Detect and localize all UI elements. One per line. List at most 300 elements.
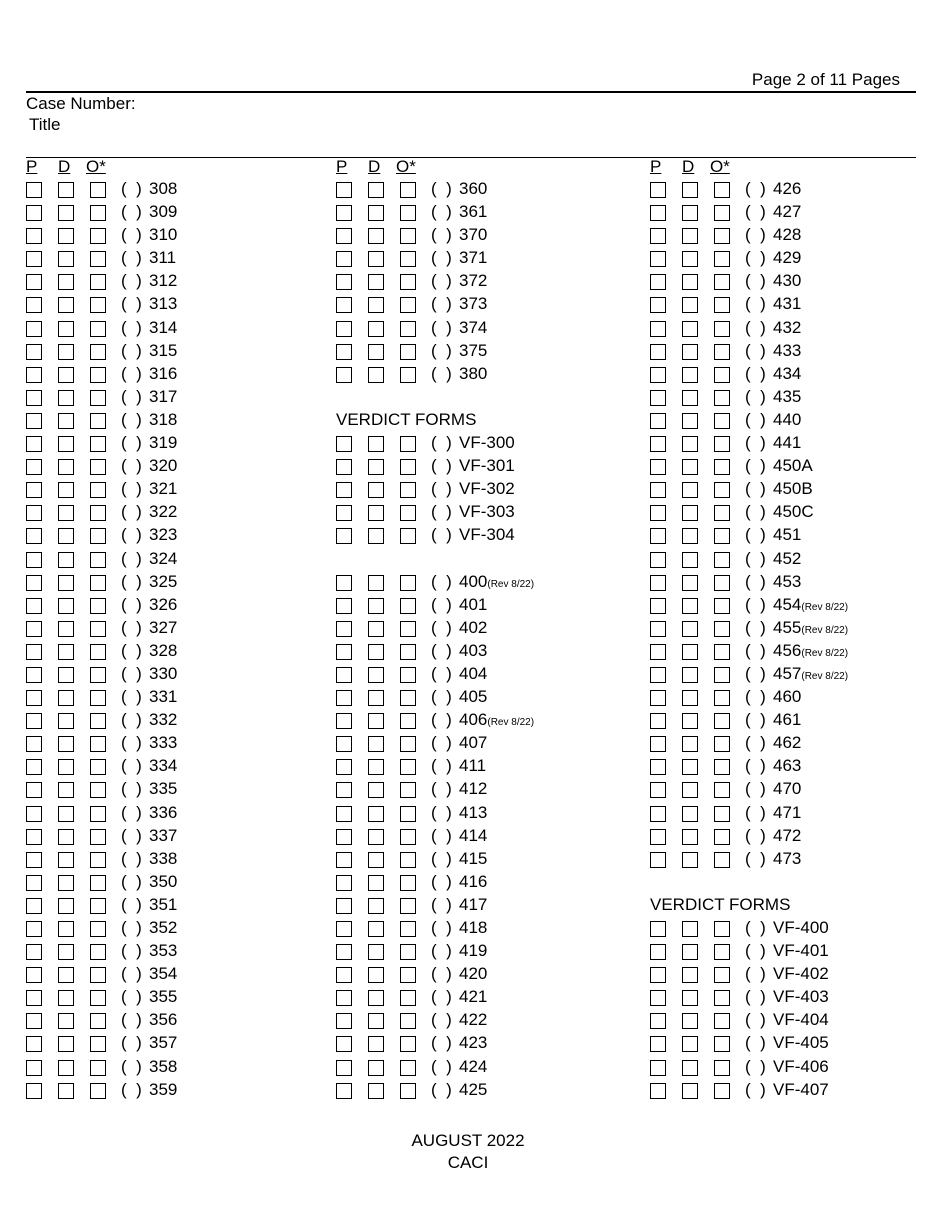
checkbox-p[interactable] [26, 598, 42, 614]
checkbox-d[interactable] [58, 990, 74, 1006]
checkbox-d[interactable] [368, 644, 384, 660]
checkbox-d[interactable] [368, 967, 384, 983]
checkbox-d[interactable] [368, 829, 384, 845]
checkbox-p[interactable] [650, 205, 666, 221]
checkbox-p[interactable] [26, 321, 42, 337]
checkbox-p[interactable] [336, 921, 352, 937]
checkbox-o[interactable] [90, 205, 106, 221]
checkbox-d[interactable] [368, 990, 384, 1006]
checkbox-o[interactable] [400, 921, 416, 937]
checkbox-o[interactable] [90, 713, 106, 729]
checkbox-p[interactable] [650, 228, 666, 244]
checkbox-p[interactable] [336, 344, 352, 360]
checkbox-d[interactable] [368, 182, 384, 198]
checkbox-o[interactable] [90, 1013, 106, 1029]
checkbox-d[interactable] [368, 321, 384, 337]
checkbox-p[interactable] [650, 667, 666, 683]
checkbox-p[interactable] [26, 274, 42, 290]
checkbox-d[interactable] [682, 690, 698, 706]
checkbox-o[interactable] [90, 1060, 106, 1076]
checkbox-d[interactable] [368, 344, 384, 360]
checkbox-d[interactable] [368, 1083, 384, 1099]
checkbox-d[interactable] [58, 228, 74, 244]
checkbox-o[interactable] [714, 274, 730, 290]
checkbox-o[interactable] [714, 228, 730, 244]
checkbox-p[interactable] [650, 644, 666, 660]
checkbox-o[interactable] [90, 1036, 106, 1052]
checkbox-p[interactable] [650, 1083, 666, 1099]
checkbox-p[interactable] [650, 297, 666, 313]
checkbox-p[interactable] [336, 759, 352, 775]
checkbox-o[interactable] [400, 297, 416, 313]
checkbox-d[interactable] [58, 1013, 74, 1029]
checkbox-o[interactable] [90, 759, 106, 775]
checkbox-o[interactable] [90, 251, 106, 267]
checkbox-o[interactable] [400, 944, 416, 960]
checkbox-o[interactable] [714, 829, 730, 845]
checkbox-d[interactable] [368, 436, 384, 452]
checkbox-o[interactable] [400, 667, 416, 683]
checkbox-p[interactable] [26, 228, 42, 244]
checkbox-o[interactable] [714, 644, 730, 660]
checkbox-d[interactable] [682, 759, 698, 775]
checkbox-o[interactable] [400, 344, 416, 360]
checkbox-p[interactable] [26, 990, 42, 1006]
checkbox-o[interactable] [90, 1083, 106, 1099]
checkbox-d[interactable] [368, 205, 384, 221]
checkbox-o[interactable] [400, 367, 416, 383]
checkbox-d[interactable] [682, 367, 698, 383]
checkbox-p[interactable] [26, 621, 42, 637]
checkbox-o[interactable] [400, 852, 416, 868]
checkbox-o[interactable] [90, 667, 106, 683]
checkbox-d[interactable] [682, 1060, 698, 1076]
checkbox-o[interactable] [90, 367, 106, 383]
checkbox-p[interactable] [26, 967, 42, 983]
checkbox-d[interactable] [58, 944, 74, 960]
checkbox-p[interactable] [336, 274, 352, 290]
checkbox-o[interactable] [400, 482, 416, 498]
checkbox-p[interactable] [26, 552, 42, 568]
checkbox-d[interactable] [368, 921, 384, 937]
checkbox-o[interactable] [90, 482, 106, 498]
checkbox-o[interactable] [90, 436, 106, 452]
checkbox-p[interactable] [336, 205, 352, 221]
checkbox-d[interactable] [682, 575, 698, 591]
checkbox-d[interactable] [58, 713, 74, 729]
checkbox-p[interactable] [26, 736, 42, 752]
checkbox-o[interactable] [400, 251, 416, 267]
checkbox-p[interactable] [336, 482, 352, 498]
checkbox-p[interactable] [26, 690, 42, 706]
checkbox-o[interactable] [714, 482, 730, 498]
checkbox-o[interactable] [90, 344, 106, 360]
checkbox-p[interactable] [336, 459, 352, 475]
checkbox-p[interactable] [26, 505, 42, 521]
checkbox-p[interactable] [26, 413, 42, 429]
checkbox-o[interactable] [90, 944, 106, 960]
checkbox-d[interactable] [368, 228, 384, 244]
checkbox-o[interactable] [714, 390, 730, 406]
checkbox-d[interactable] [368, 759, 384, 775]
checkbox-p[interactable] [650, 1060, 666, 1076]
checkbox-o[interactable] [400, 967, 416, 983]
checkbox-d[interactable] [58, 482, 74, 498]
checkbox-p[interactable] [336, 228, 352, 244]
checkbox-o[interactable] [714, 1083, 730, 1099]
checkbox-p[interactable] [650, 829, 666, 845]
checkbox-p[interactable] [26, 575, 42, 591]
checkbox-o[interactable] [714, 690, 730, 706]
checkbox-p[interactable] [650, 967, 666, 983]
checkbox-d[interactable] [58, 344, 74, 360]
checkbox-d[interactable] [58, 205, 74, 221]
checkbox-p[interactable] [26, 644, 42, 660]
checkbox-p[interactable] [26, 436, 42, 452]
checkbox-d[interactable] [368, 1036, 384, 1052]
checkbox-p[interactable] [336, 1036, 352, 1052]
checkbox-d[interactable] [368, 459, 384, 475]
checkbox-o[interactable] [714, 505, 730, 521]
checkbox-o[interactable] [714, 251, 730, 267]
checkbox-d[interactable] [682, 598, 698, 614]
checkbox-d[interactable] [58, 182, 74, 198]
checkbox-o[interactable] [714, 990, 730, 1006]
checkbox-d[interactable] [58, 690, 74, 706]
checkbox-p[interactable] [26, 782, 42, 798]
checkbox-o[interactable] [400, 436, 416, 452]
checkbox-p[interactable] [650, 459, 666, 475]
checkbox-o[interactable] [400, 228, 416, 244]
checkbox-o[interactable] [714, 413, 730, 429]
checkbox-d[interactable] [368, 1060, 384, 1076]
checkbox-p[interactable] [650, 182, 666, 198]
checkbox-p[interactable] [650, 552, 666, 568]
checkbox-d[interactable] [58, 528, 74, 544]
checkbox-d[interactable] [682, 413, 698, 429]
checkbox-d[interactable] [58, 598, 74, 614]
checkbox-o[interactable] [400, 205, 416, 221]
checkbox-d[interactable] [682, 436, 698, 452]
checkbox-o[interactable] [400, 575, 416, 591]
checkbox-o[interactable] [714, 667, 730, 683]
checkbox-d[interactable] [682, 321, 698, 337]
checkbox-p[interactable] [26, 205, 42, 221]
checkbox-o[interactable] [90, 274, 106, 290]
checkbox-d[interactable] [682, 1083, 698, 1099]
checkbox-p[interactable] [650, 852, 666, 868]
checkbox-d[interactable] [368, 274, 384, 290]
checkbox-o[interactable] [90, 644, 106, 660]
checkbox-o[interactable] [90, 528, 106, 544]
checkbox-p[interactable] [650, 390, 666, 406]
checkbox-d[interactable] [682, 528, 698, 544]
checkbox-o[interactable] [90, 967, 106, 983]
checkbox-p[interactable] [650, 251, 666, 267]
checkbox-p[interactable] [650, 505, 666, 521]
checkbox-o[interactable] [400, 459, 416, 475]
checkbox-p[interactable] [26, 898, 42, 914]
checkbox-o[interactable] [400, 736, 416, 752]
checkbox-d[interactable] [368, 875, 384, 891]
checkbox-d[interactable] [682, 459, 698, 475]
checkbox-o[interactable] [714, 736, 730, 752]
checkbox-p[interactable] [336, 667, 352, 683]
checkbox-o[interactable] [90, 921, 106, 937]
checkbox-p[interactable] [336, 1083, 352, 1099]
checkbox-p[interactable] [650, 436, 666, 452]
checkbox-d[interactable] [682, 482, 698, 498]
checkbox-d[interactable] [58, 667, 74, 683]
checkbox-o[interactable] [90, 413, 106, 429]
checkbox-d[interactable] [682, 713, 698, 729]
checkbox-d[interactable] [682, 390, 698, 406]
checkbox-p[interactable] [336, 736, 352, 752]
checkbox-d[interactable] [58, 552, 74, 568]
checkbox-p[interactable] [26, 829, 42, 845]
checkbox-d[interactable] [58, 390, 74, 406]
checkbox-p[interactable] [650, 782, 666, 798]
checkbox-p[interactable] [650, 575, 666, 591]
checkbox-o[interactable] [90, 852, 106, 868]
checkbox-d[interactable] [368, 806, 384, 822]
checkbox-p[interactable] [336, 182, 352, 198]
checkbox-o[interactable] [400, 990, 416, 1006]
checkbox-o[interactable] [714, 1060, 730, 1076]
checkbox-o[interactable] [714, 552, 730, 568]
checkbox-p[interactable] [26, 667, 42, 683]
checkbox-d[interactable] [368, 667, 384, 683]
checkbox-d[interactable] [58, 921, 74, 937]
checkbox-p[interactable] [650, 367, 666, 383]
checkbox-p[interactable] [26, 806, 42, 822]
checkbox-o[interactable] [90, 552, 106, 568]
checkbox-p[interactable] [26, 852, 42, 868]
checkbox-o[interactable] [90, 690, 106, 706]
checkbox-p[interactable] [336, 321, 352, 337]
checkbox-d[interactable] [58, 736, 74, 752]
checkbox-p[interactable] [336, 505, 352, 521]
checkbox-p[interactable] [336, 944, 352, 960]
checkbox-d[interactable] [682, 806, 698, 822]
checkbox-d[interactable] [368, 944, 384, 960]
checkbox-p[interactable] [26, 367, 42, 383]
checkbox-p[interactable] [336, 990, 352, 1006]
checkbox-o[interactable] [90, 829, 106, 845]
checkbox-p[interactable] [336, 875, 352, 891]
checkbox-p[interactable] [650, 759, 666, 775]
checkbox-d[interactable] [58, 875, 74, 891]
checkbox-o[interactable] [714, 528, 730, 544]
checkbox-d[interactable] [368, 251, 384, 267]
checkbox-d[interactable] [58, 297, 74, 313]
checkbox-p[interactable] [336, 1060, 352, 1076]
checkbox-d[interactable] [58, 459, 74, 475]
checkbox-d[interactable] [368, 690, 384, 706]
checkbox-d[interactable] [58, 1036, 74, 1052]
checkbox-d[interactable] [682, 967, 698, 983]
checkbox-p[interactable] [26, 182, 42, 198]
checkbox-d[interactable] [682, 552, 698, 568]
checkbox-o[interactable] [714, 967, 730, 983]
checkbox-o[interactable] [90, 297, 106, 313]
checkbox-d[interactable] [368, 1013, 384, 1029]
checkbox-p[interactable] [650, 321, 666, 337]
checkbox-o[interactable] [400, 806, 416, 822]
checkbox-o[interactable] [714, 459, 730, 475]
checkbox-d[interactable] [682, 297, 698, 313]
checkbox-d[interactable] [58, 436, 74, 452]
checkbox-o[interactable] [714, 713, 730, 729]
checkbox-d[interactable] [58, 1060, 74, 1076]
checkbox-o[interactable] [714, 182, 730, 198]
checkbox-o[interactable] [714, 944, 730, 960]
checkbox-o[interactable] [714, 782, 730, 798]
checkbox-d[interactable] [682, 251, 698, 267]
checkbox-d[interactable] [58, 505, 74, 521]
checkbox-p[interactable] [26, 713, 42, 729]
checkbox-o[interactable] [714, 367, 730, 383]
checkbox-p[interactable] [26, 390, 42, 406]
checkbox-o[interactable] [90, 782, 106, 798]
checkbox-o[interactable] [400, 898, 416, 914]
checkbox-d[interactable] [368, 598, 384, 614]
checkbox-d[interactable] [682, 1036, 698, 1052]
checkbox-o[interactable] [400, 690, 416, 706]
checkbox-p[interactable] [26, 921, 42, 937]
checkbox-p[interactable] [26, 251, 42, 267]
checkbox-o[interactable] [90, 459, 106, 475]
checkbox-o[interactable] [90, 736, 106, 752]
checkbox-d[interactable] [682, 182, 698, 198]
checkbox-o[interactable] [400, 829, 416, 845]
checkbox-p[interactable] [336, 436, 352, 452]
checkbox-o[interactable] [90, 228, 106, 244]
checkbox-d[interactable] [368, 782, 384, 798]
checkbox-p[interactable] [336, 898, 352, 914]
checkbox-o[interactable] [90, 390, 106, 406]
checkbox-o[interactable] [90, 621, 106, 637]
checkbox-d[interactable] [368, 852, 384, 868]
checkbox-o[interactable] [714, 1036, 730, 1052]
checkbox-d[interactable] [682, 852, 698, 868]
checkbox-p[interactable] [26, 528, 42, 544]
checkbox-o[interactable] [400, 1013, 416, 1029]
checkbox-o[interactable] [90, 505, 106, 521]
checkbox-p[interactable] [336, 806, 352, 822]
checkbox-d[interactable] [58, 1083, 74, 1099]
checkbox-p[interactable] [650, 1036, 666, 1052]
checkbox-d[interactable] [58, 367, 74, 383]
checkbox-p[interactable] [336, 644, 352, 660]
checkbox-d[interactable] [682, 274, 698, 290]
checkbox-d[interactable] [682, 990, 698, 1006]
checkbox-o[interactable] [714, 921, 730, 937]
checkbox-p[interactable] [650, 944, 666, 960]
checkbox-p[interactable] [336, 528, 352, 544]
checkbox-p[interactable] [336, 967, 352, 983]
checkbox-d[interactable] [368, 713, 384, 729]
checkbox-o[interactable] [400, 644, 416, 660]
checkbox-o[interactable] [714, 297, 730, 313]
checkbox-p[interactable] [650, 344, 666, 360]
checkbox-d[interactable] [58, 759, 74, 775]
checkbox-p[interactable] [336, 575, 352, 591]
checkbox-o[interactable] [400, 1036, 416, 1052]
checkbox-p[interactable] [336, 782, 352, 798]
checkbox-d[interactable] [58, 782, 74, 798]
checkbox-p[interactable] [26, 459, 42, 475]
checkbox-p[interactable] [26, 1083, 42, 1099]
checkbox-d[interactable] [58, 251, 74, 267]
checkbox-o[interactable] [400, 274, 416, 290]
checkbox-d[interactable] [368, 528, 384, 544]
checkbox-o[interactable] [714, 344, 730, 360]
checkbox-o[interactable] [714, 321, 730, 337]
checkbox-p[interactable] [650, 274, 666, 290]
checkbox-p[interactable] [336, 251, 352, 267]
checkbox-p[interactable] [336, 713, 352, 729]
checkbox-o[interactable] [90, 990, 106, 1006]
checkbox-p[interactable] [26, 1060, 42, 1076]
checkbox-d[interactable] [682, 829, 698, 845]
checkbox-p[interactable] [650, 482, 666, 498]
checkbox-p[interactable] [650, 806, 666, 822]
checkbox-o[interactable] [400, 528, 416, 544]
checkbox-d[interactable] [58, 806, 74, 822]
checkbox-p[interactable] [26, 1013, 42, 1029]
checkbox-p[interactable] [26, 875, 42, 891]
checkbox-o[interactable] [90, 321, 106, 337]
checkbox-o[interactable] [400, 1083, 416, 1099]
checkbox-o[interactable] [90, 575, 106, 591]
checkbox-p[interactable] [650, 736, 666, 752]
checkbox-d[interactable] [682, 782, 698, 798]
checkbox-p[interactable] [336, 621, 352, 637]
checkbox-d[interactable] [58, 274, 74, 290]
checkbox-d[interactable] [682, 621, 698, 637]
checkbox-o[interactable] [400, 598, 416, 614]
checkbox-d[interactable] [58, 575, 74, 591]
checkbox-o[interactable] [400, 782, 416, 798]
checkbox-o[interactable] [400, 713, 416, 729]
checkbox-o[interactable] [714, 575, 730, 591]
checkbox-o[interactable] [400, 1060, 416, 1076]
checkbox-p[interactable] [336, 1013, 352, 1029]
checkbox-p[interactable] [26, 482, 42, 498]
checkbox-o[interactable] [400, 505, 416, 521]
checkbox-o[interactable] [714, 1013, 730, 1029]
checkbox-o[interactable] [400, 759, 416, 775]
checkbox-d[interactable] [682, 1013, 698, 1029]
checkbox-o[interactable] [714, 598, 730, 614]
checkbox-p[interactable] [26, 1036, 42, 1052]
checkbox-p[interactable] [650, 713, 666, 729]
checkbox-d[interactable] [682, 667, 698, 683]
checkbox-d[interactable] [682, 505, 698, 521]
checkbox-p[interactable] [650, 690, 666, 706]
checkbox-p[interactable] [650, 528, 666, 544]
checkbox-p[interactable] [336, 297, 352, 313]
checkbox-d[interactable] [58, 644, 74, 660]
checkbox-p[interactable] [336, 367, 352, 383]
checkbox-d[interactable] [682, 228, 698, 244]
checkbox-d[interactable] [368, 367, 384, 383]
checkbox-d[interactable] [368, 297, 384, 313]
checkbox-o[interactable] [714, 205, 730, 221]
checkbox-p[interactable] [26, 759, 42, 775]
checkbox-o[interactable] [400, 182, 416, 198]
